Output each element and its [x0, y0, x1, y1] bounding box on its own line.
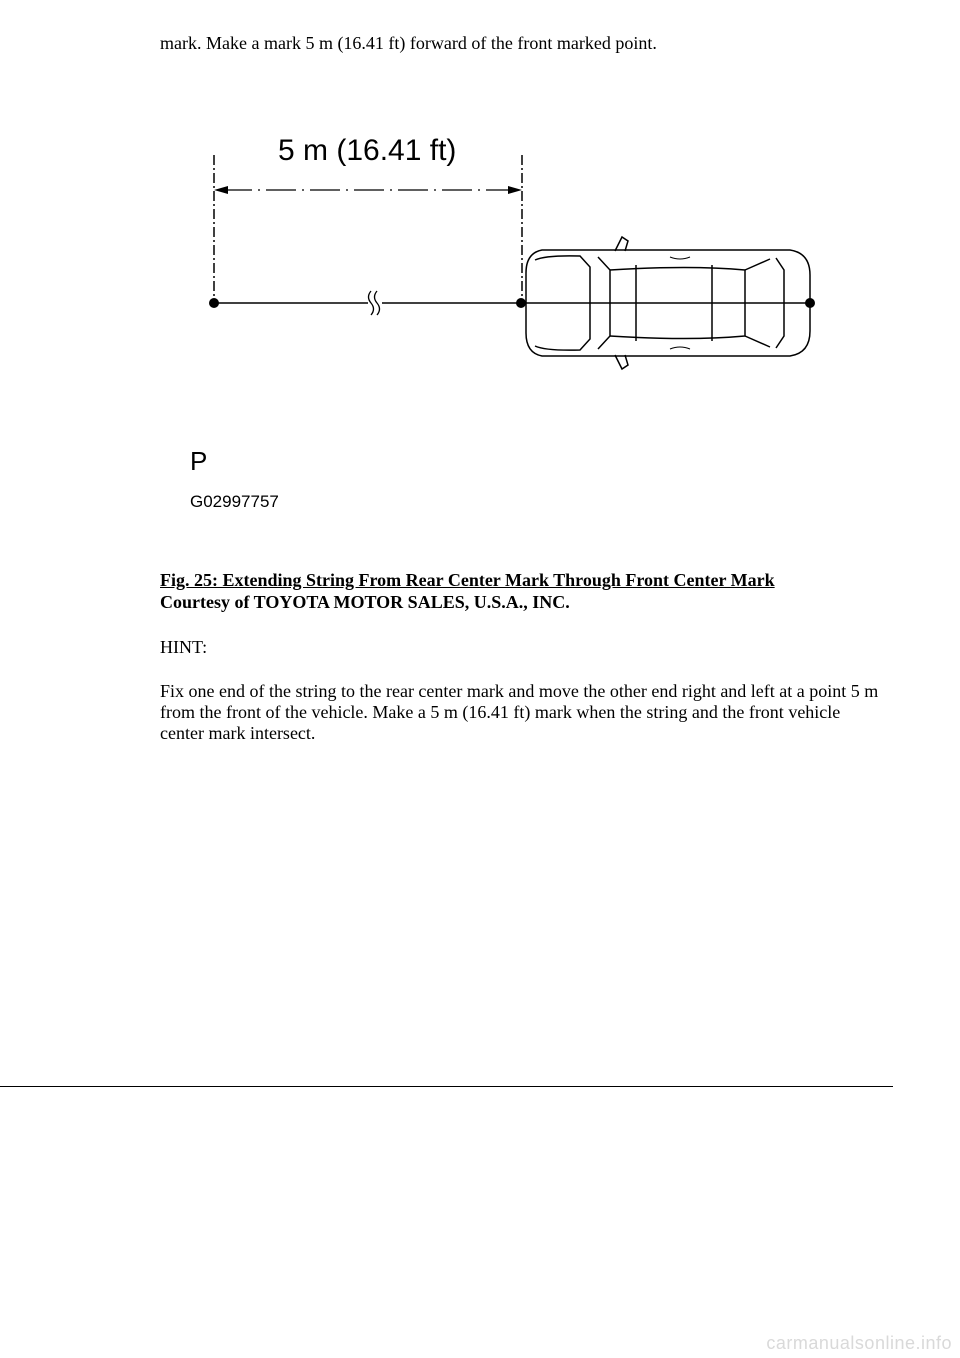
figure-courtesy: Courtesy of TOYOTA MOTOR SALES, U.S.A., INC. — [160, 592, 570, 612]
hint-body: Fix one end of the string to the rear center mark and move the other end right and left at a point 5 m from the front of the vehicle. Make a 5 m (16.41 ft) mark when the string and the front vehicle center mark intersect. — [160, 681, 879, 743]
graphic-id: G02997757 — [190, 492, 279, 511]
intro-text: mark. Make a mark 5 m (16.41 ft) forward of the front marked point. — [160, 33, 657, 53]
dimension-arrow-left — [214, 186, 228, 194]
watermark: carmanualsonline.info — [766, 1333, 952, 1353]
break-symbol-2 — [375, 291, 380, 315]
figure-caption-link[interactable]: Fig. 25: Extending String From Rear Center Mark Through Front Center Mark — [160, 570, 775, 590]
front-center-mark-point — [516, 298, 526, 308]
break-symbol — [369, 291, 374, 315]
footer-divider — [0, 1086, 893, 1087]
dimension-label: 5 m (16.41 ft) — [278, 134, 457, 167]
view-letter: P — [190, 446, 208, 476]
dimension-arrow-right — [508, 186, 522, 194]
five-meter-mark-point — [209, 298, 219, 308]
string-extension-diagram — [170, 125, 850, 525]
hint-label: HINT: — [160, 637, 208, 657]
